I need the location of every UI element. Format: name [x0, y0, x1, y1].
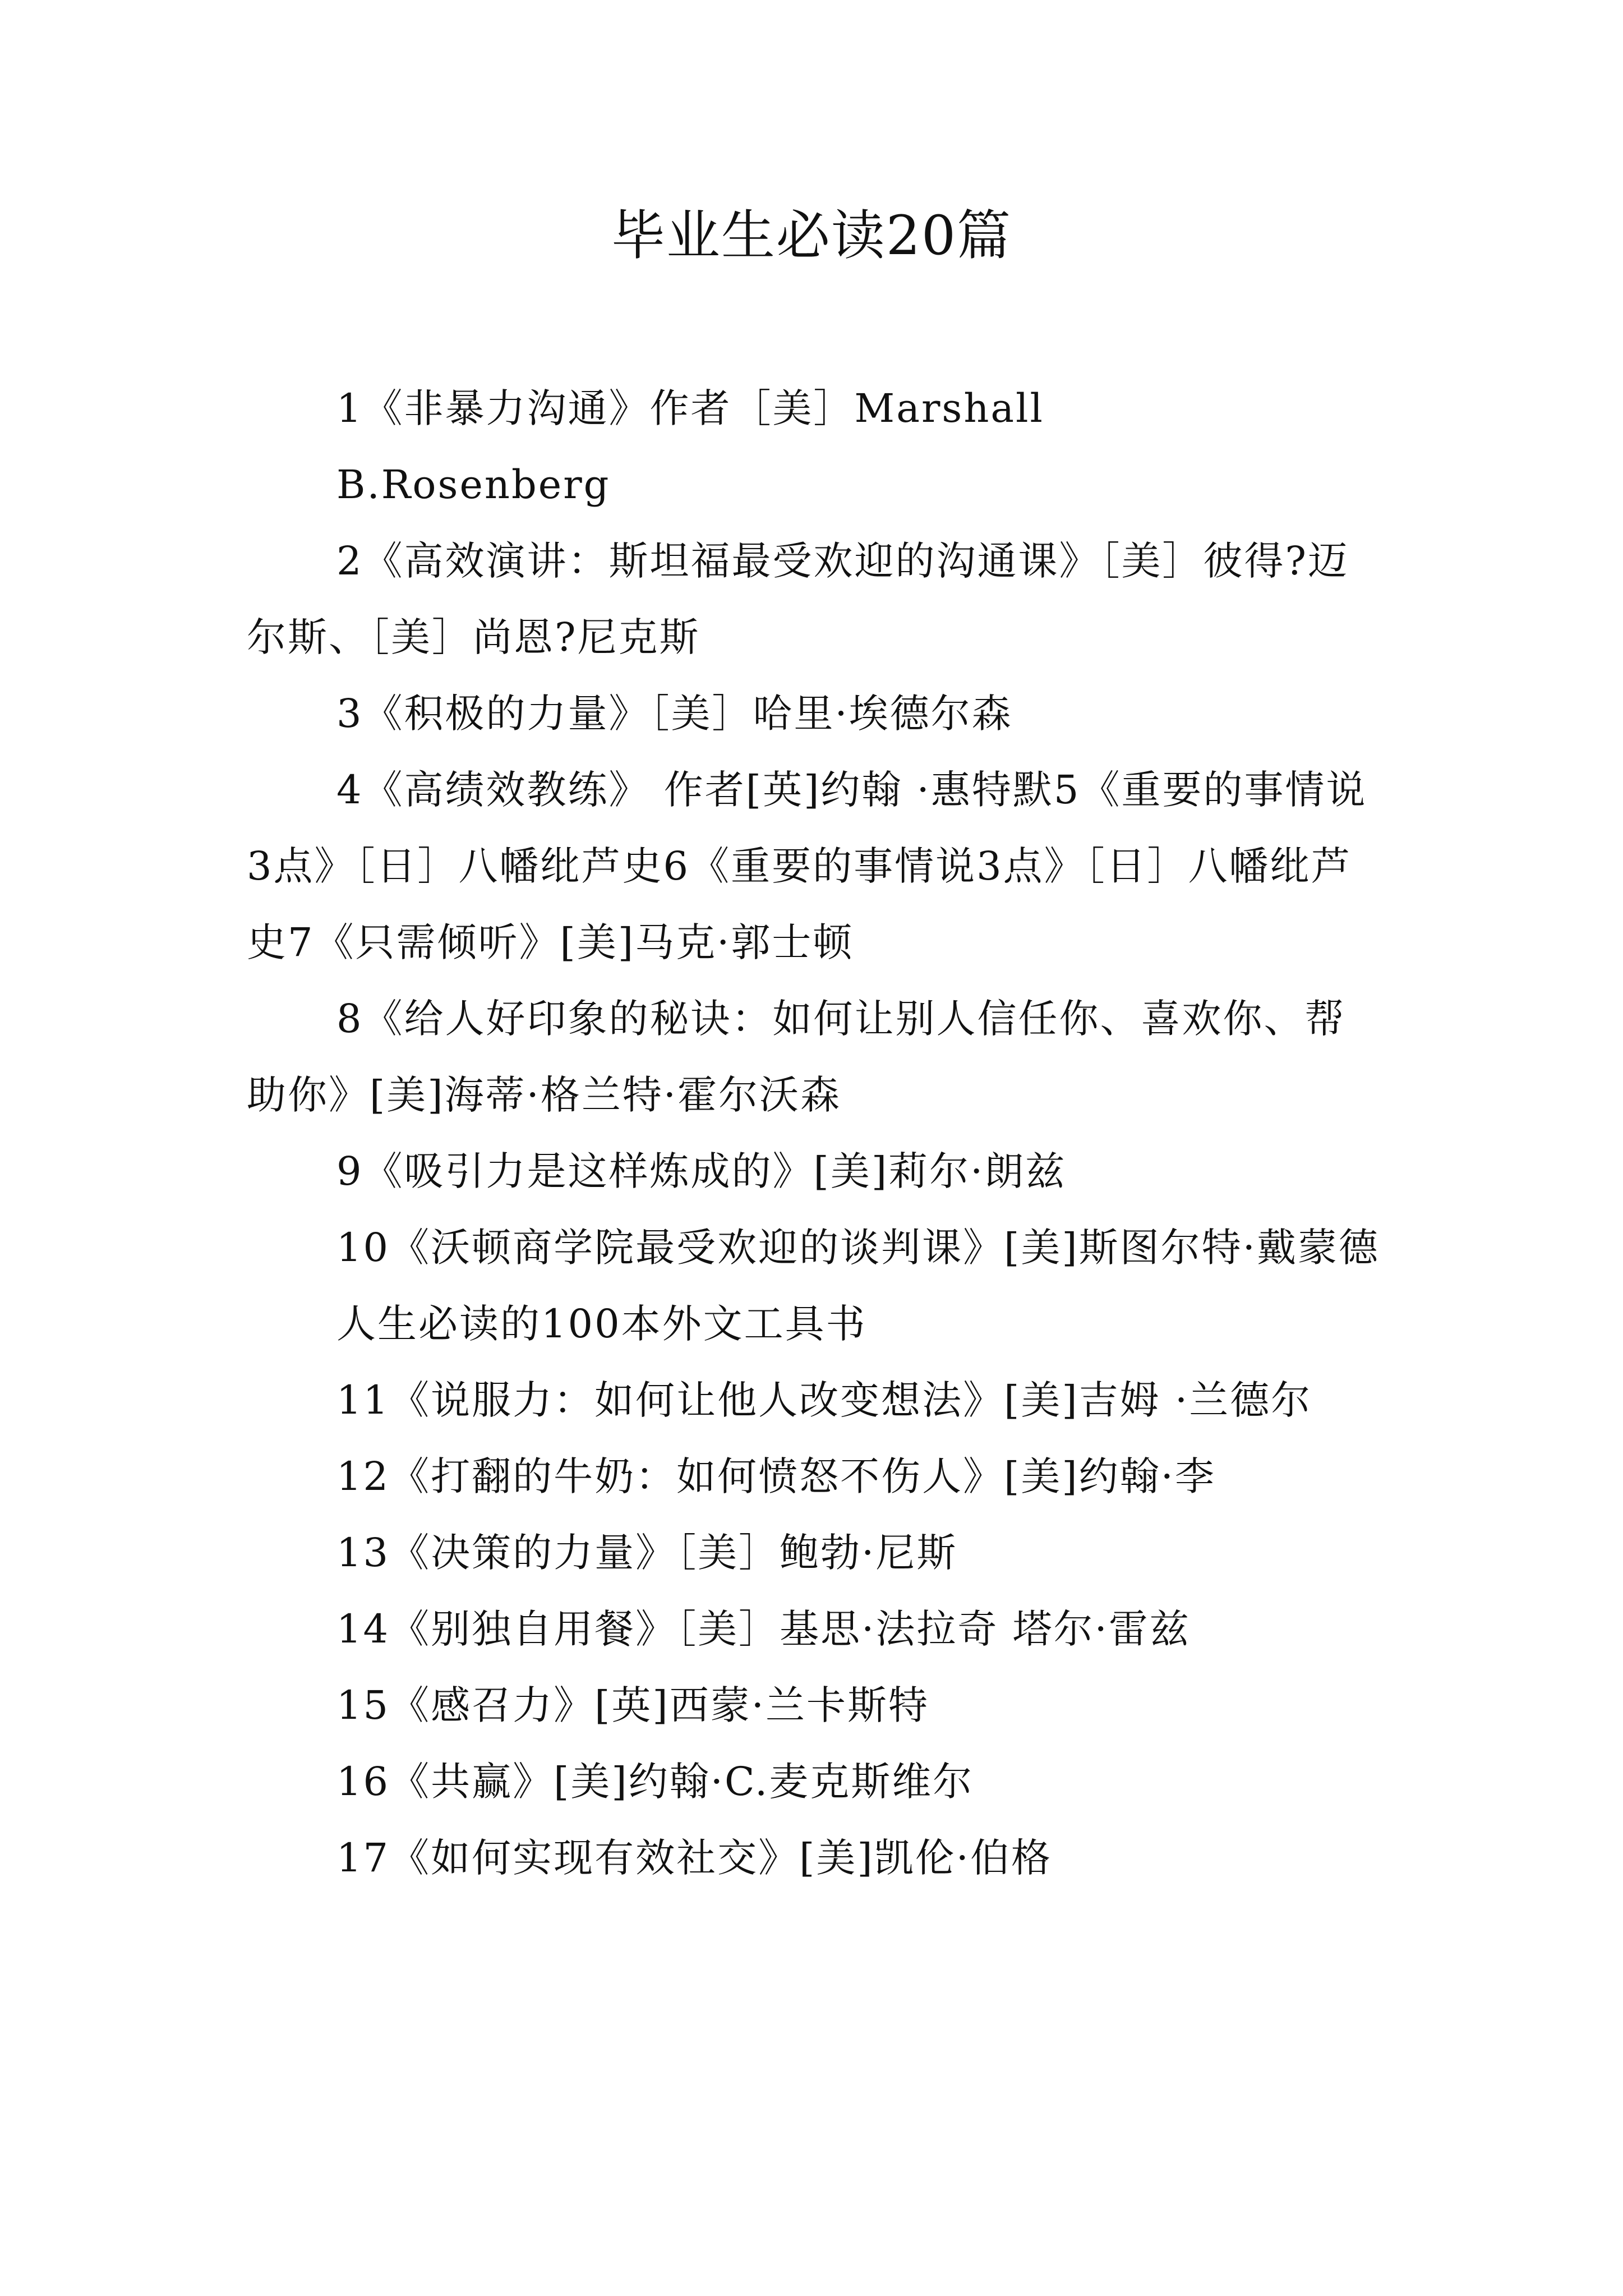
paragraph-4: 3《积极的力量》［美］哈里·埃德尔森	[336, 691, 1013, 737]
paragraph-8: 10《沃顿商学院最受欢迎的谈判课》[美]斯图尔特·戴蒙德	[336, 1225, 1380, 1271]
document-body	[247, 370, 1380, 1896]
paragraph-7: 9《吸引力是这样炼成的》[美]莉尔·朗兹	[336, 1148, 1067, 1194]
paragraph-14: 15《感召力》[英]西蒙·兰卡斯特	[336, 1682, 929, 1728]
paragraph-6: 8《给人好印象的秘诀：如何让别人信任你、喜欢你、帮助你》[美]海蒂·格兰特·霍尔沃森	[247, 996, 1346, 1118]
paragraph-5: 4《高绩效教练》 作者[英]约翰 ·惠特默5《重要的事情说3点》［日］八幡纰芦史6《重要的事情说3点》［日］八幡纰芦史7《只需倾听》[美]马克·郭士顿	[247, 767, 1367, 965]
paragraph-10: 11《说服力：如何让他人改变想法》[美]吉姆 ·兰德尔	[336, 1377, 1312, 1423]
document-title: 毕业生必读20篇	[611, 204, 1012, 267]
paragraph-12: 13《决策的力量》［美］鲍勃·尼斯	[336, 1530, 958, 1576]
paragraph-11: 12《打翻的牛奶：如何愤怒不伤人》[美]约翰·李	[336, 1453, 1216, 1499]
paragraph-13: 14《别独自用餐》［美］基思·法拉奇 塔尔·雷兹	[336, 1606, 1191, 1652]
paragraph-15: 16《共赢》[美]约翰·C.麦克斯维尔	[336, 1759, 974, 1805]
paragraph-3: 2《高效演讲：斯坦福最受欢迎的沟通课》［美］彼得?迈尔斯、［美］尚恩?尼克斯	[247, 538, 1349, 660]
paragraph-2: B.Rosenberg	[336, 462, 611, 508]
paragraph-9: 人生必读的100本外文工具书	[336, 1301, 867, 1347]
paragraph-1: 1《非暴力沟通》作者［美］Marshall	[336, 385, 1044, 431]
paragraph-16: 17《如何实现有效社交》[美]凯伦·伯格	[336, 1835, 1052, 1881]
